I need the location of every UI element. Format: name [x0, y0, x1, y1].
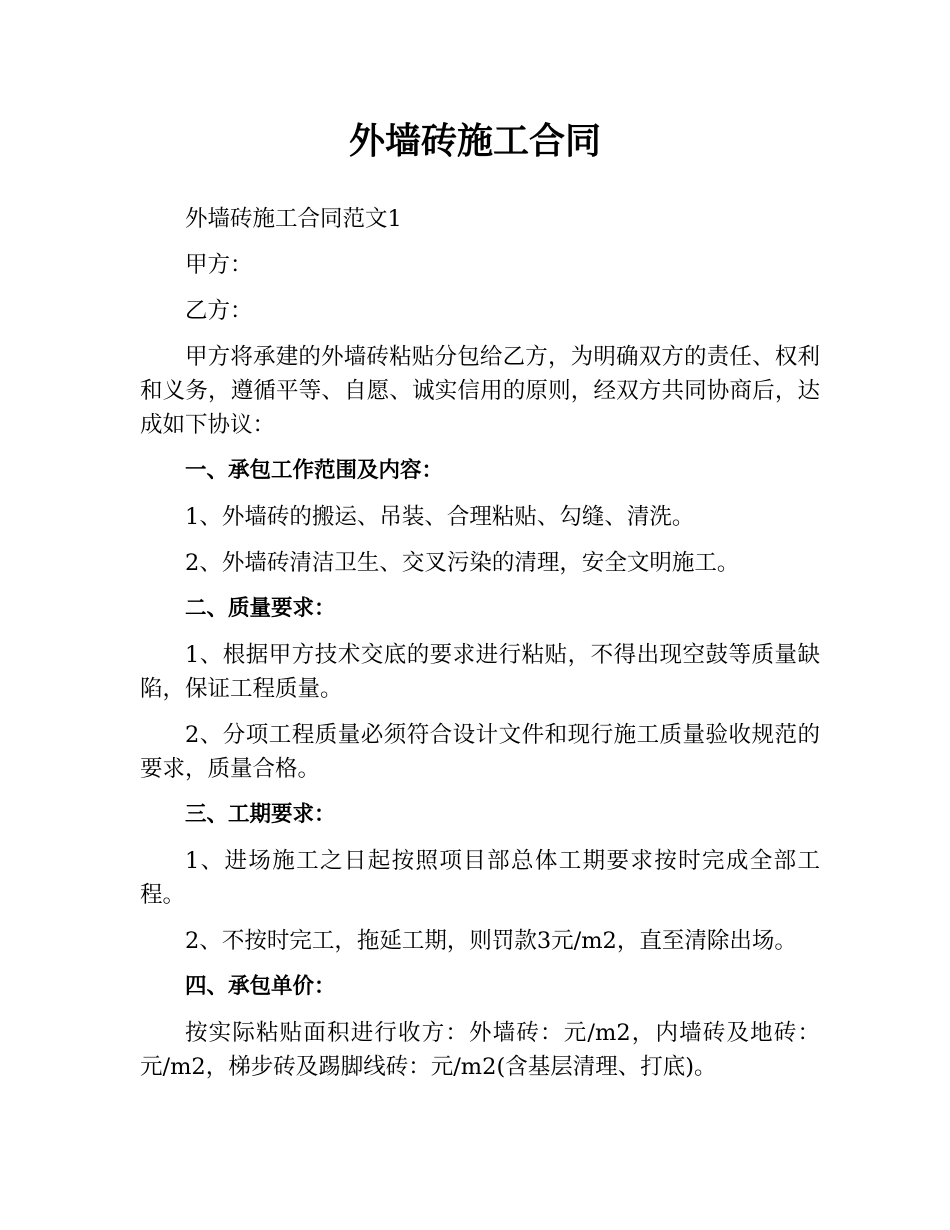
- scope-item-2: 2、外墙砖清洁卫生、交叉污染的清理，安全文明施工。: [185, 550, 740, 576]
- scope-item-1: 1、外墙砖的搬运、吊装、合理粘贴、勾缝、清洗。: [185, 504, 695, 530]
- section-heading-quality: 二、质量要求：: [185, 596, 336, 621]
- party-b-line: 乙方：: [185, 298, 253, 324]
- schedule-item-2: 2、不按时完工，拖延工期，则罚款3元/m2，直至清除出场。: [185, 928, 797, 954]
- quality-item-1: 1、根据甲方技术交底的要求进行粘贴，不得出现空鼓等质量缺陷，保证工程质量。: [140, 642, 820, 702]
- intro-paragraph: 甲方将承建的外墙砖粘贴分包给乙方，为明确双方的责任、权利和义务，遵循平等、自愿、诚实信用的原则，经双方共同协商后，达成如下协议：: [140, 344, 820, 438]
- document-body: [140, 202, 820, 1096]
- document-title: 外墙砖施工合同: [348, 121, 601, 162]
- schedule-item-1: 1、进场施工之日起按照项目部总体工期要求按时完成全部工程。: [140, 848, 820, 908]
- section-heading-schedule: 三、工期要求：: [185, 802, 336, 827]
- section-heading-scope: 一、承包工作范围及内容：: [185, 458, 444, 483]
- party-a-line: 甲方：: [185, 252, 253, 278]
- section-heading-unit-price: 四、承包单价：: [185, 974, 336, 999]
- quality-item-2: 2、分项工程质量必须符合设计文件和现行施工质量验收规范的要求，质量合格。: [140, 722, 820, 782]
- document-subtitle: 外墙砖施工合同范文1: [185, 206, 402, 232]
- unit-price-item-1: 按实际粘贴面积进行收方：外墙砖：元/m2，内墙砖及地砖：元/m2，梯步砖及踢脚线砖：元/m2(含基层清理、打底)。: [140, 1020, 820, 1080]
